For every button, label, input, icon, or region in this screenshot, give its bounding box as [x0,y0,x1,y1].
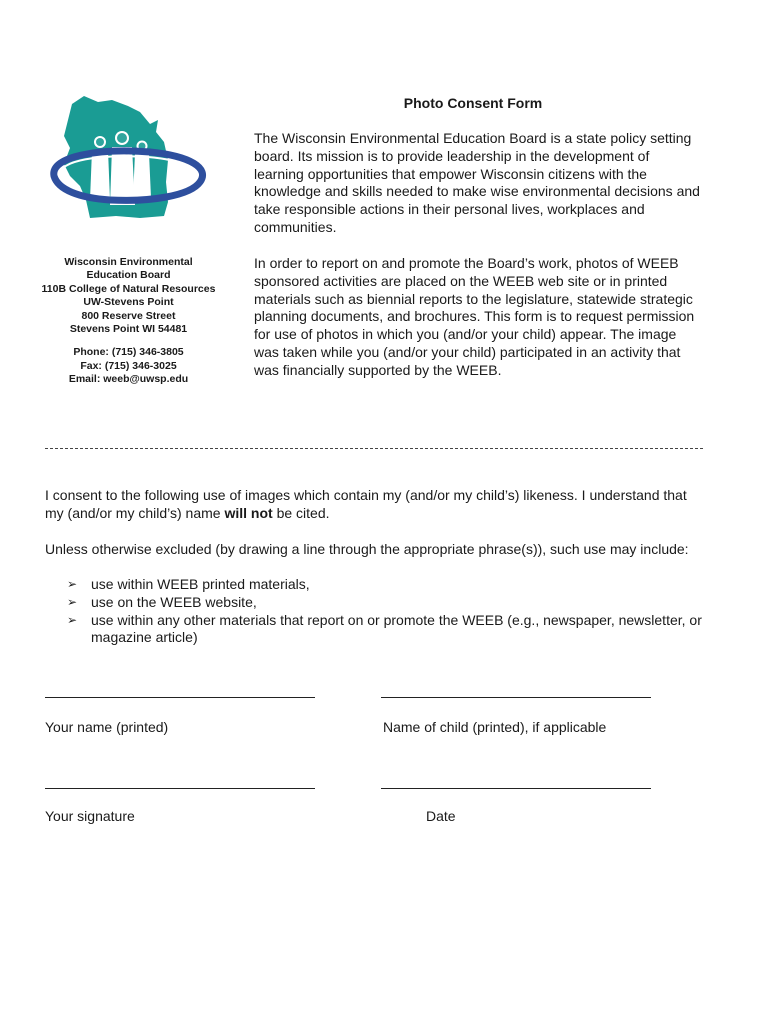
organization-contact [26,256,231,387]
org-name-line2: Education Board [86,269,171,282]
your-name-label: Your name (printed) [45,719,169,735]
consent-text-after: be cited. [272,504,330,521]
org-name-line1: Wisconsin Environmental [64,256,193,268]
org-address-line3: 800 Reserve Street [81,309,176,322]
date-label: Date [426,808,456,824]
org-email: Email: weeb@uwsp.edu [68,373,189,386]
org-phone: Phone: (715) 346-3805 [73,346,184,359]
usage-intro: Unless otherwise excluded (by drawing a line through the appropriate phrase(s)), such use may include: [45,541,689,557]
list-item [67,594,707,612]
consent-statement [45,487,705,523]
list-item [67,612,707,648]
usage-item-text: use on the WEEB website, [91,593,257,610]
weeb-logo [40,90,215,225]
dashed-divider [45,448,703,449]
org-address-line2: UW-Stevens Point [83,296,174,309]
intro-paragraph: The Wisconsin Environmental Education Board is a state policy setting board. Its mission is to provide leadership in the development of learning opportunities that empower Wisconsin citizens with the knowledge and skills needed to make wise environmental decisions and take responsible actions in their personal lives, workplaces and communities. [254,130,700,235]
consent-text-before: I consent to the following use of images which contain my (and/or my child’s) likeness. I understand that my (and/or my child’s) name [45,487,687,521]
child-name-label: Name of child (printed), if applicable [383,719,607,735]
org-fax: Fax: (715) 346-3025 [80,359,177,372]
child-name-line[interactable] [381,697,651,698]
usage-list [67,576,707,647]
signature-line[interactable] [45,788,315,789]
list-item [67,576,707,594]
purpose-paragraph: In order to report on and promote the Board’s work, photos of WEEB sponsored activities are placed on the WEEB web site or in printed materials such as biennial reports to the legislature, statewide strategic planning documents, and brochures. This form is to request permission for use of photos in which you (and/or your child) appear. The image was taken while you (and/or your child) participated in an activity that was financially supported by the WEEB. [254,255,695,378]
usage-item-text: use within any other materials that report on or promote the WEEB (e.g., newspaper, newsletter, or magazine article) [91,611,702,646]
arrow-bullet-icon: ➢ [67,612,78,627]
arrow-bullet-icon: ➢ [67,594,78,609]
date-line[interactable] [381,788,651,789]
consent-text-bold: will not [224,504,273,521]
org-address-line1: 110B College of Natural Resources [41,282,216,295]
form-title: Photo Consent Form [403,95,543,111]
signature-label: Your signature [45,808,135,824]
arrow-bullet-icon: ➢ [67,577,78,591]
usage-item-text: use within WEEB printed materials, [91,576,310,592]
your-name-line[interactable] [45,697,315,698]
org-address-line4: Stevens Point WI 54481 [69,323,188,336]
